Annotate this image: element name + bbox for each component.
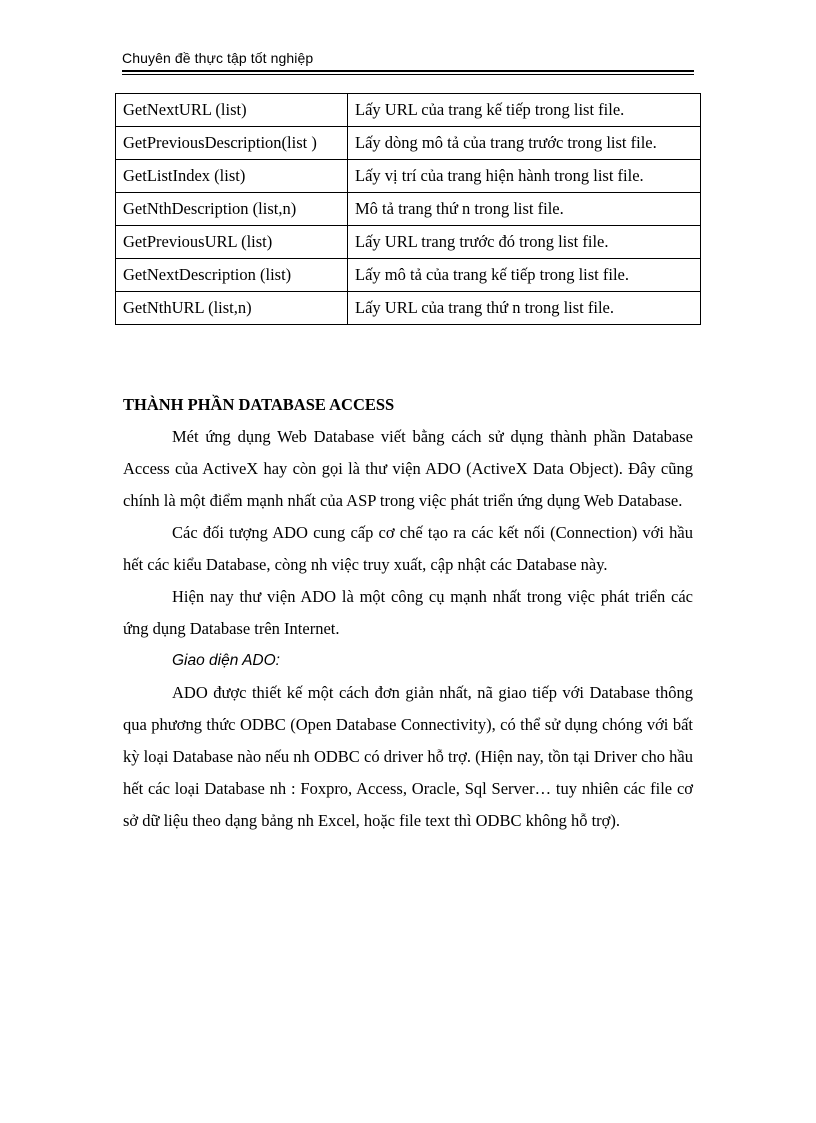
header-rule-thin [122,74,694,75]
function-description: Lấy mô tả của trang kế tiếp trong list file. [348,259,701,292]
paragraph: Mét ứng dụng Web Database viết bằng cách sử dụng thành phần Database Access của ActiveX hay còn gọi là thư viện ADO (ActiveX Data Object). Đây cũng chính là một điểm mạnh nhất của ASP trong việc phát triển ứng dụng Web Database. [123,427,693,510]
table-row [116,127,701,160]
function-description: Lấy dòng mô tả của trang trước trong list file. [348,127,701,160]
function-description: Lấy URL của trang thứ n trong list file. [348,292,701,325]
function-table [115,93,701,325]
function-description: Lấy URL trang trước đó trong list file. [348,226,701,259]
paragraph: ADO được thiết kế một cách đơn giản nhất, nã giao tiếp với Database thông qua phương thức ODBC (Open Database Connectivity), có thể sử dụng chóng với bất kỳ loại Database nào nếu nh ODBC có driver hỗ trợ. (Hiện nay, tồn tại Driver cho hầu hết các loại Database nh : Foxpro, Access, Oracle, Sql Server… tuy nhiên các file cơ sở dữ liệu theo dạng bảng nh Excel, hoặc file text thì ODBC không hỗ trợ). [123,683,693,830]
function-name: GetPreviousURL (list) [116,226,348,259]
header-rule [122,70,694,72]
function-description: Lấy vị trí của trang hiện hành trong list file. [348,160,701,193]
table-row [116,259,701,292]
paragraph: Hiện nay thư viện ADO là một công cụ mạnh nhất trong việc phát triển các ứng dụng Database trên Internet. [123,587,693,638]
function-name: GetNextURL (list) [116,94,348,127]
function-description: Lấy URL của trang kế tiếp trong list file. [348,94,701,127]
function-name: GetNthURL (list,n) [116,292,348,325]
function-name: GetPreviousDescription(list ) [116,127,348,160]
table-row [116,160,701,193]
function-name: GetNextDescription (list) [116,259,348,292]
function-description: Mô tả trang thứ n trong list file. [348,193,701,226]
function-name: GetNthDescription (list,n) [116,193,348,226]
paragraph: Các đối tượng ADO cung cấp cơ chế tạo ra các kết nối (Connection) với hầu hết các kiểu Database, còng nh việc truy xuất, cập nhật các Database này. [123,523,693,574]
table-row [116,292,701,325]
table-row [116,226,701,259]
function-name: GetListIndex (list) [116,160,348,193]
subheading: Giao diện ADO: [172,652,280,669]
table-row [116,94,701,127]
section-title: THÀNH PHẦN DATABASE ACCESS [123,395,395,414]
page-header [122,48,694,68]
main-content [123,389,693,837]
header-title: Chuyên đề thực tập tốt nghiệp [122,50,314,66]
table-row [116,193,701,226]
